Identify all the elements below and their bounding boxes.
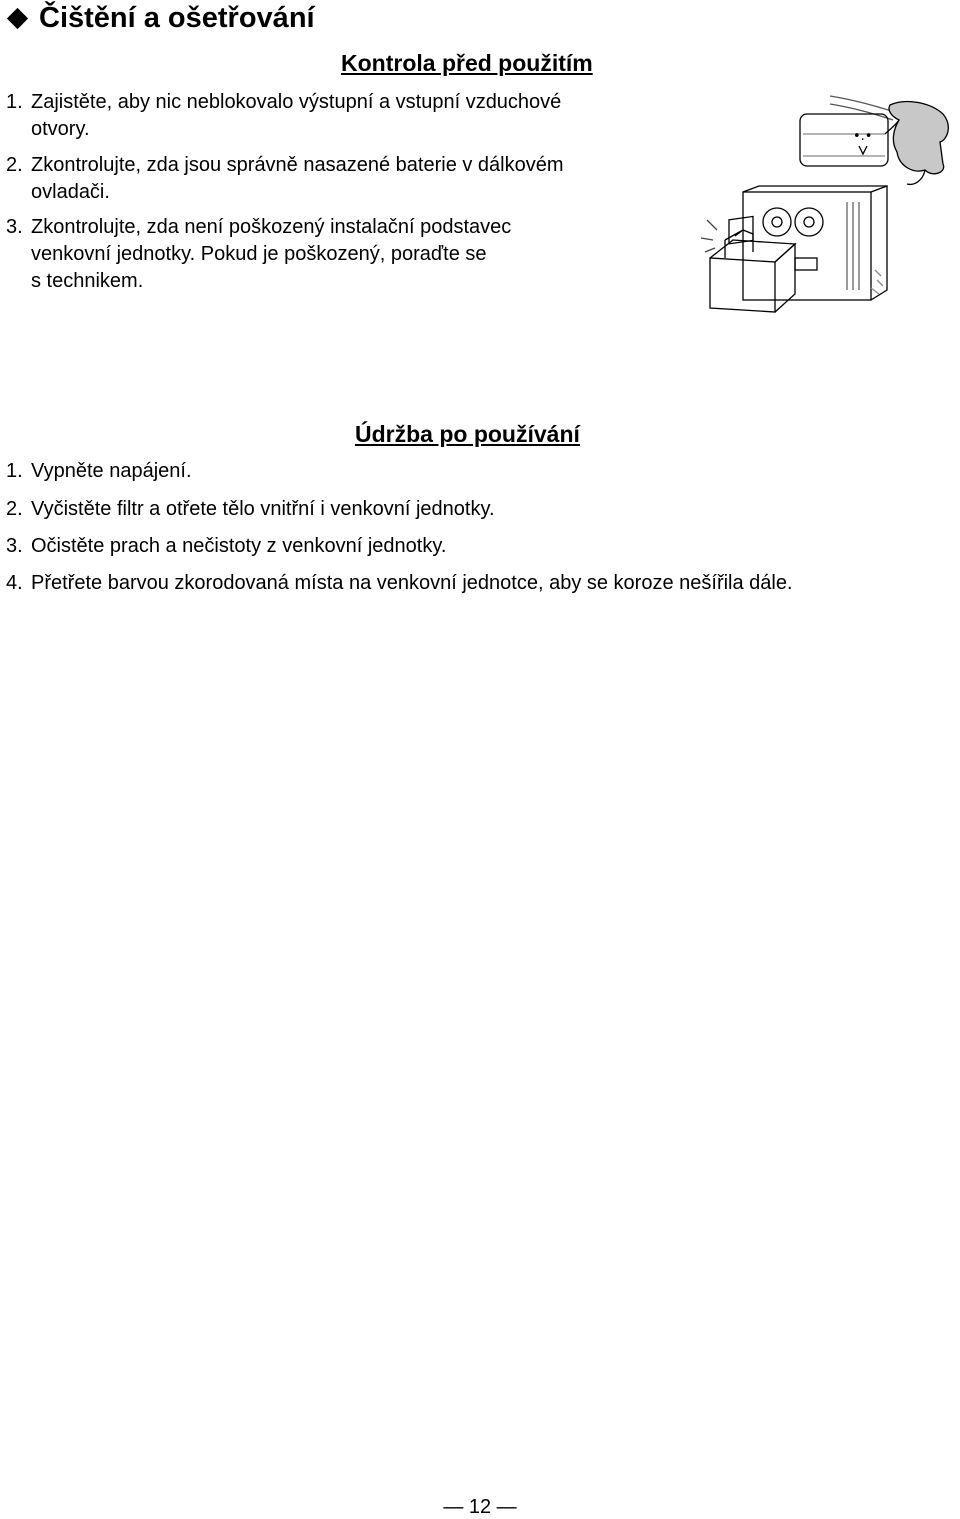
page-header <box>6 2 315 35</box>
diamond-bullet-icon <box>7 8 28 29</box>
item-text-continuation: venkovní jednotky. Pokud je poškozený, poraďte se <box>31 243 487 265</box>
section-heading-after-use: Údržba po používání <box>355 421 580 447</box>
item-number: 1. <box>6 91 23 113</box>
item-text: Vyčistěte filtr a otřete tělo vnitřní i venkovní jednotky. <box>31 498 495 520</box>
item-text: Zkontrolujte, zda není poškozený instalační podstavec <box>31 216 512 238</box>
item-text: Přetřete barvou zkorodovaná místa na venkovní jednotce, aby se koroze nešířila dále. <box>31 572 793 594</box>
item-text-continuation: otvory. <box>31 118 90 140</box>
list-item <box>6 152 564 206</box>
page-number: — 12 — <box>443 1496 517 1518</box>
list-item <box>6 89 561 143</box>
item-number: 4. <box>6 572 23 594</box>
item-number: 3. <box>6 216 23 238</box>
list-item <box>6 496 495 523</box>
list-item <box>6 533 446 560</box>
list-item <box>6 458 192 485</box>
list-item <box>6 214 511 295</box>
item-text: Vypněte napájení. <box>31 460 192 482</box>
item-number: 3. <box>6 535 23 557</box>
item-number: 2. <box>6 498 23 520</box>
item-text: Zkontrolujte, zda jsou správně nasazené baterie v dálkovém <box>31 154 564 176</box>
item-text-continuation: ovladači. <box>31 181 110 203</box>
svg-text:•.•: •.• <box>853 129 873 144</box>
item-number: 1. <box>6 460 23 482</box>
item-text: Zajistěte, aby nic neblokovalo výstupní a vstupní vzduchové <box>31 91 562 113</box>
section-heading-before-use: Kontrola před použitím <box>341 50 593 76</box>
item-text-continuation: s technikem. <box>31 270 144 292</box>
page-title: Čištění a ošetřování <box>39 2 315 34</box>
air-conditioner-illustration <box>685 90 957 315</box>
item-number: 2. <box>6 154 23 176</box>
item-text: Očistěte prach a nečistoty z venkovní jednotky. <box>31 535 447 557</box>
list-item <box>6 570 793 597</box>
